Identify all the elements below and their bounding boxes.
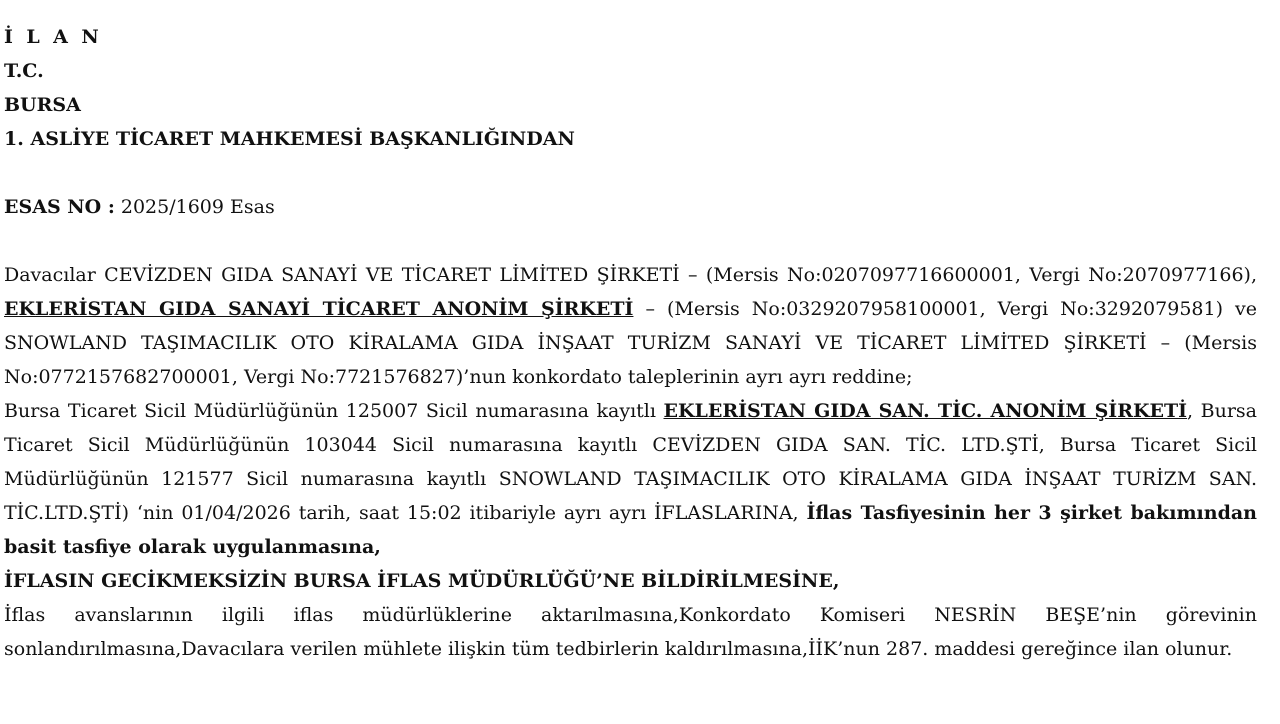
paragraph-notification: İFLASIN GECİKMEKSİZİN BURSA İFLAS MÜDÜRLÜĞÜ’NE BİLDİRİLMESİNE, bbox=[4, 570, 840, 592]
company-name-ekleristan: EKLERİSTAN GIDA SANAYİ TİCARET ANONİM ŞİRKETİ bbox=[4, 298, 634, 320]
liquidation-clause: İflas Tasfiyesinin her 3 şirket bakımından basit tasfiye olarak uygulanmasına, bbox=[4, 502, 1257, 558]
spacer bbox=[4, 224, 1257, 258]
case-number-label: ESAS NO : bbox=[4, 196, 115, 218]
paragraph-bankruptcy-text-1: Bursa Ticaret Sicil Müdürlüğünün 125007 Sicil numarasına kayıtlı bbox=[4, 400, 664, 422]
ilan-heading: İ L A N bbox=[4, 26, 103, 48]
paragraph-rejection-text-2: – (Mersis No:0329207958100001, Vergi No:3292079581) ve SNOWLAND TAŞIMACILIK OTO KİRALAMA GIDA İNŞAAT TURİZM SANAYİ VE TİCARET LİMİTED ŞİRKETİ – (Mersis No:0772157682700001, Vergi No:7721576827)’nun konkordato taleplerinin ayrı ayrı reddine; bbox=[4, 298, 1257, 388]
spacer bbox=[4, 156, 1257, 190]
tc-heading: T.C. bbox=[4, 60, 44, 82]
paragraph-rejection-text-1: Davacılar CEVİZDEN GIDA SANAYİ VE TİCARET LİMİTED ŞİRKETİ – (Mersis No:0207097716600001, Vergi No:2070977166), bbox=[4, 264, 1257, 286]
paragraph-rejection bbox=[4, 258, 1257, 394]
company-name-ekleristan-short: EKLERİSTAN GIDA SAN. TİC. ANONİM ŞİRKETİ bbox=[663, 400, 1188, 422]
court-heading: 1. ASLİYE TİCARET MAHKEMESİ BAŞKANLIĞINDAN bbox=[4, 128, 575, 150]
paragraph-closing: İflas avanslarının ilgili iflas müdürlüklerine aktarılmasına,Konkordato Komiseri NESRİN BEŞE’nin görevinin sonlandırılmasına,Davacılara verilen mühlete ilişkin tüm tedbirlerin kaldırılmasına,İİK’nun 287. maddesi gereğince ilan olunur. bbox=[4, 604, 1257, 660]
paragraph-bankruptcy bbox=[4, 394, 1257, 564]
case-number bbox=[4, 190, 1257, 224]
case-number-value: 2025/1609 Esas bbox=[114, 196, 275, 218]
paragraph-bankruptcy-text-2: , Bursa Ticaret Sicil Müdürlüğünün 103044 Sicil numarasına kayıtlı CEVİZDEN GIDA SAN. TİC. LTD.ŞTİ, Bursa Ticaret Sicil Müdürlüğünün 121577 Sicil numarasına kayıtlı SNOWLAND TAŞIMACILIK OTO KİRALAMA GIDA İNŞAAT TURİZM SAN. TİC.LTD.ŞTİ) ‘nin 01/04/2026 tarih, saat 15:02 itibariyle ayrı ayrı İFLASLARINA, bbox=[4, 400, 1257, 524]
city-heading: BURSA bbox=[4, 94, 81, 116]
announcement-document bbox=[4, 20, 1257, 666]
announcement-body bbox=[4, 258, 1257, 666]
